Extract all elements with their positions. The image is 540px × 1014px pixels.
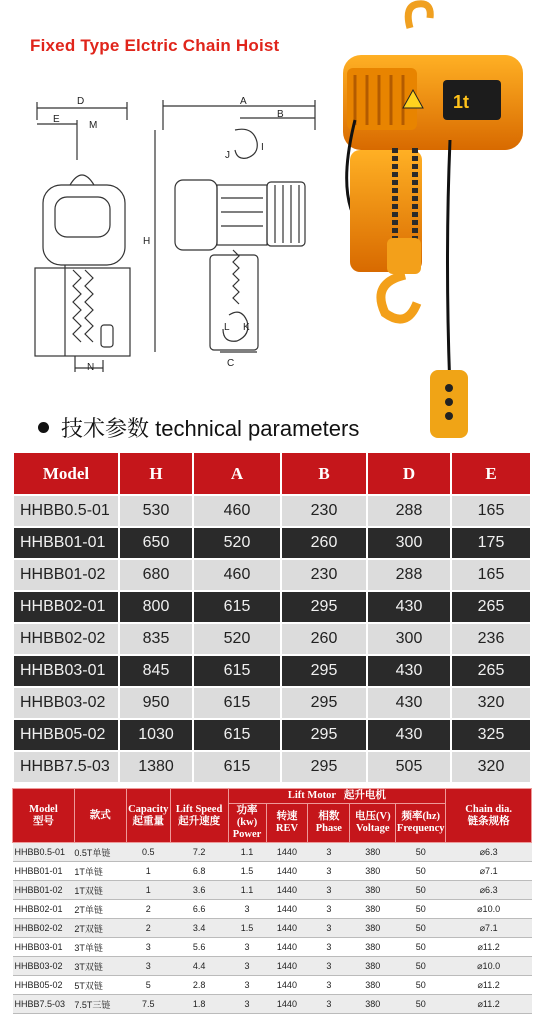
value-cell: 320 xyxy=(452,688,530,718)
value-cell: 3 xyxy=(308,919,350,938)
value-cell: 288 xyxy=(368,496,452,526)
value-cell: 265 xyxy=(452,656,530,686)
value-cell: 3.4 xyxy=(170,919,228,938)
model-cell: HHBB01-01 xyxy=(13,862,75,881)
value-cell: 615 xyxy=(194,592,282,622)
value-cell: 2 xyxy=(126,900,170,919)
column-header: B xyxy=(282,453,368,494)
column-header: E xyxy=(452,453,530,494)
value-cell: 380 xyxy=(350,957,396,976)
value-cell: 50 xyxy=(396,976,446,995)
value-cell: ⌀11.2 xyxy=(446,995,532,1014)
model-cell: HHBB03-01 xyxy=(14,656,120,686)
table-row xyxy=(14,592,530,622)
value-cell: 7.5 xyxy=(126,995,170,1014)
value-cell: 236 xyxy=(452,624,530,654)
value-cell: 1 xyxy=(126,862,170,881)
value-cell: 430 xyxy=(368,592,452,622)
specifications-table xyxy=(12,788,532,1014)
value-cell: 0.5 xyxy=(126,843,170,862)
label-b: B xyxy=(277,109,284,120)
value-cell: ⌀6.3 xyxy=(446,881,532,900)
value-cell: 430 xyxy=(368,688,452,718)
value-cell: 380 xyxy=(350,881,396,900)
value-cell: 50 xyxy=(396,938,446,957)
label-h: H xyxy=(143,236,151,247)
value-cell: 3 xyxy=(308,976,350,995)
value-cell: 1440 xyxy=(266,938,308,957)
value-cell: 5 xyxy=(126,976,170,995)
value-cell: 3 xyxy=(228,957,266,976)
model-cell: HHBB01-02 xyxy=(14,560,120,590)
value-cell: 1380 xyxy=(120,752,194,782)
value-cell: ⌀11.2 xyxy=(446,938,532,957)
value-cell: 50 xyxy=(396,843,446,862)
value-cell: 615 xyxy=(194,688,282,718)
label-l: L xyxy=(224,322,230,333)
value-cell: ⌀10.0 xyxy=(446,957,532,976)
section-heading xyxy=(38,412,359,443)
bullet-icon xyxy=(38,422,49,433)
value-cell: 3 xyxy=(228,995,266,1014)
front-view-drawing xyxy=(35,102,130,372)
value-cell: 1440 xyxy=(266,900,308,919)
value-cell: 295 xyxy=(282,720,368,750)
model-cell: HHBB03-01 xyxy=(13,938,75,957)
value-cell: 2.8 xyxy=(170,976,228,995)
column-header-capacity: Capacity 起重量 xyxy=(126,789,170,843)
value-cell: 380 xyxy=(350,919,396,938)
value-cell: 3 xyxy=(308,843,350,862)
value-cell: 50 xyxy=(396,862,446,881)
value-cell: 680 xyxy=(120,560,194,590)
value-cell: 835 xyxy=(120,624,194,654)
hoist-product-image xyxy=(325,0,540,440)
value-cell: 288 xyxy=(368,560,452,590)
model-cell: HHBB7.5-03 xyxy=(14,752,120,782)
value-cell: 3 xyxy=(308,995,350,1014)
model-cell: HHBB0.5-01 xyxy=(14,496,120,526)
value-cell: 3 xyxy=(228,938,266,957)
value-cell: 650 xyxy=(120,528,194,558)
value-cell: 615 xyxy=(194,656,282,686)
value-cell: 430 xyxy=(368,720,452,750)
table-row xyxy=(13,881,532,900)
value-cell: 380 xyxy=(350,843,396,862)
label-c: C xyxy=(227,358,235,369)
value-cell: 3.6 xyxy=(170,881,228,900)
column-header-rev: 转速 REV xyxy=(266,804,308,843)
type-cell: 3T双链 xyxy=(74,957,126,976)
type-cell: 2T单链 xyxy=(74,900,126,919)
model-cell: HHBB02-01 xyxy=(14,592,120,622)
value-cell: 50 xyxy=(396,881,446,900)
value-cell: 3 xyxy=(126,957,170,976)
type-cell: 1T双链 xyxy=(74,881,126,900)
label-j: J xyxy=(225,150,230,161)
value-cell: 260 xyxy=(282,528,368,558)
value-cell: 1440 xyxy=(266,976,308,995)
type-cell: 3T单链 xyxy=(74,938,126,957)
value-cell: 2 xyxy=(126,919,170,938)
label-m: M xyxy=(89,120,98,131)
model-cell: HHBB02-02 xyxy=(14,624,120,654)
value-cell: ⌀7.1 xyxy=(446,862,532,881)
value-cell: 3 xyxy=(308,900,350,919)
value-cell: 380 xyxy=(350,900,396,919)
column-header-voltage: 电压(V) Voltage xyxy=(350,804,396,843)
value-cell: ⌀6.3 xyxy=(446,843,532,862)
label-e: E xyxy=(53,114,60,125)
value-cell: 230 xyxy=(282,496,368,526)
value-cell: 530 xyxy=(120,496,194,526)
type-cell: 0.5T单链 xyxy=(74,843,126,862)
value-cell: 1.8 xyxy=(170,995,228,1014)
type-cell: 2T双链 xyxy=(74,919,126,938)
value-cell: 230 xyxy=(282,560,368,590)
table-row xyxy=(14,624,530,654)
value-cell: 3 xyxy=(308,881,350,900)
value-cell: 460 xyxy=(194,496,282,526)
value-cell: 460 xyxy=(194,560,282,590)
value-cell: 3 xyxy=(126,938,170,957)
table-row xyxy=(13,995,532,1014)
value-cell: 1440 xyxy=(266,881,308,900)
value-cell: 5.6 xyxy=(170,938,228,957)
model-cell: HHBB03-02 xyxy=(13,957,75,976)
type-cell: 7.5T三链 xyxy=(74,995,126,1014)
value-cell: 380 xyxy=(350,995,396,1014)
value-cell: ⌀11.2 xyxy=(446,976,532,995)
value-cell: 300 xyxy=(368,624,452,654)
column-header-type: 款式 xyxy=(74,789,126,843)
value-cell: 380 xyxy=(350,976,396,995)
value-cell: 800 xyxy=(120,592,194,622)
value-cell: 325 xyxy=(452,720,530,750)
value-cell: ⌀7.1 xyxy=(446,919,532,938)
value-cell: 1440 xyxy=(266,919,308,938)
table-row xyxy=(13,957,532,976)
value-cell: 295 xyxy=(282,656,368,686)
type-cell: 1T单链 xyxy=(74,862,126,881)
model-cell: HHBB05-02 xyxy=(14,720,120,750)
value-cell: 7.2 xyxy=(170,843,228,862)
value-cell: 320 xyxy=(452,752,530,782)
value-cell: 1.5 xyxy=(228,919,266,938)
value-cell: 265 xyxy=(452,592,530,622)
dimensions-table xyxy=(14,451,530,784)
model-cell: HHBB01-01 xyxy=(14,528,120,558)
column-header: D xyxy=(368,453,452,494)
value-cell: 6.6 xyxy=(170,900,228,919)
value-cell: 300 xyxy=(368,528,452,558)
label-d: D xyxy=(77,96,85,107)
value-cell: 4.4 xyxy=(170,957,228,976)
value-cell: 615 xyxy=(194,720,282,750)
model-cell: HHBB02-01 xyxy=(13,900,75,919)
model-cell: HHBB01-02 xyxy=(13,881,75,900)
value-cell: 1440 xyxy=(266,843,308,862)
value-cell: 505 xyxy=(368,752,452,782)
column-header-phase: 相数 Phase xyxy=(308,804,350,843)
column-header: H xyxy=(120,453,194,494)
table-row xyxy=(14,752,530,782)
type-cell: 5T双链 xyxy=(74,976,126,995)
value-cell: 1440 xyxy=(266,957,308,976)
model-cell: HHBB03-02 xyxy=(14,688,120,718)
capacity-label: 1t xyxy=(453,92,470,112)
value-cell: 1030 xyxy=(120,720,194,750)
label-n: N xyxy=(87,362,95,373)
value-cell: 3 xyxy=(308,862,350,881)
value-cell: 3 xyxy=(228,900,266,919)
table-row xyxy=(13,919,532,938)
label-a: A xyxy=(240,96,247,107)
column-header-power: 功率(kw) Power xyxy=(228,804,266,843)
table-row xyxy=(14,720,530,750)
dimension-drawings xyxy=(15,90,320,380)
value-cell: 1440 xyxy=(266,995,308,1014)
value-cell: 1.5 xyxy=(228,862,266,881)
value-cell: 295 xyxy=(282,592,368,622)
value-cell: 50 xyxy=(396,995,446,1014)
value-cell: 260 xyxy=(282,624,368,654)
table-header-row xyxy=(14,453,530,494)
value-cell: 1 xyxy=(126,881,170,900)
table-row xyxy=(14,656,530,686)
value-cell: 380 xyxy=(350,938,396,957)
product-hero xyxy=(0,0,540,385)
table-row xyxy=(14,528,530,558)
column-header-chain: Chain dia. 链条规格 xyxy=(446,789,532,843)
column-header: Model xyxy=(14,453,120,494)
value-cell: 165 xyxy=(452,496,530,526)
value-cell: 165 xyxy=(452,560,530,590)
value-cell: 520 xyxy=(194,528,282,558)
value-cell: 1440 xyxy=(266,862,308,881)
column-header: A xyxy=(194,453,282,494)
value-cell: 50 xyxy=(396,957,446,976)
model-cell: HHBB05-02 xyxy=(13,976,75,995)
value-cell: 845 xyxy=(120,656,194,686)
column-header-model: Model 型号 xyxy=(13,789,75,843)
value-cell: 295 xyxy=(282,752,368,782)
value-cell: 50 xyxy=(396,900,446,919)
table-row xyxy=(14,496,530,526)
value-cell: 430 xyxy=(368,656,452,686)
value-cell: ⌀10.0 xyxy=(446,900,532,919)
value-cell: 520 xyxy=(194,624,282,654)
model-cell: HHBB0.5-01 xyxy=(13,843,75,862)
model-cell: HHBB02-02 xyxy=(13,919,75,938)
value-cell: 380 xyxy=(350,862,396,881)
page-title: Fixed Type Elctric Chain Hoist xyxy=(30,36,280,55)
side-view-drawing xyxy=(155,100,315,352)
value-cell: 50 xyxy=(396,919,446,938)
label-k: K xyxy=(243,322,250,333)
table-row xyxy=(13,862,532,881)
value-cell: 3 xyxy=(308,957,350,976)
column-header-lift-speed: Lift Speed 起升速度 xyxy=(170,789,228,843)
column-header-frequency: 频率(hz) Frequency xyxy=(396,804,446,843)
table-header-row xyxy=(13,789,532,804)
value-cell: 615 xyxy=(194,752,282,782)
value-cell: 3 xyxy=(228,976,266,995)
column-header-lift-motor: Lift Motor 起升电机 xyxy=(228,789,446,804)
table-row xyxy=(13,976,532,995)
table-row xyxy=(14,560,530,590)
section-heading-text: 技术参数 technical parameters xyxy=(61,416,360,441)
value-cell: 6.8 xyxy=(170,862,228,881)
value-cell: 175 xyxy=(452,528,530,558)
value-cell: 1.1 xyxy=(228,881,266,900)
value-cell: 1.1 xyxy=(228,843,266,862)
table-row xyxy=(13,900,532,919)
table-row xyxy=(13,843,532,862)
table-row xyxy=(13,938,532,957)
table-row xyxy=(14,688,530,718)
value-cell: 950 xyxy=(120,688,194,718)
value-cell: 3 xyxy=(308,938,350,957)
model-cell: HHBB7.5-03 xyxy=(13,995,75,1014)
value-cell: 295 xyxy=(282,688,368,718)
label-i: I xyxy=(261,142,264,153)
